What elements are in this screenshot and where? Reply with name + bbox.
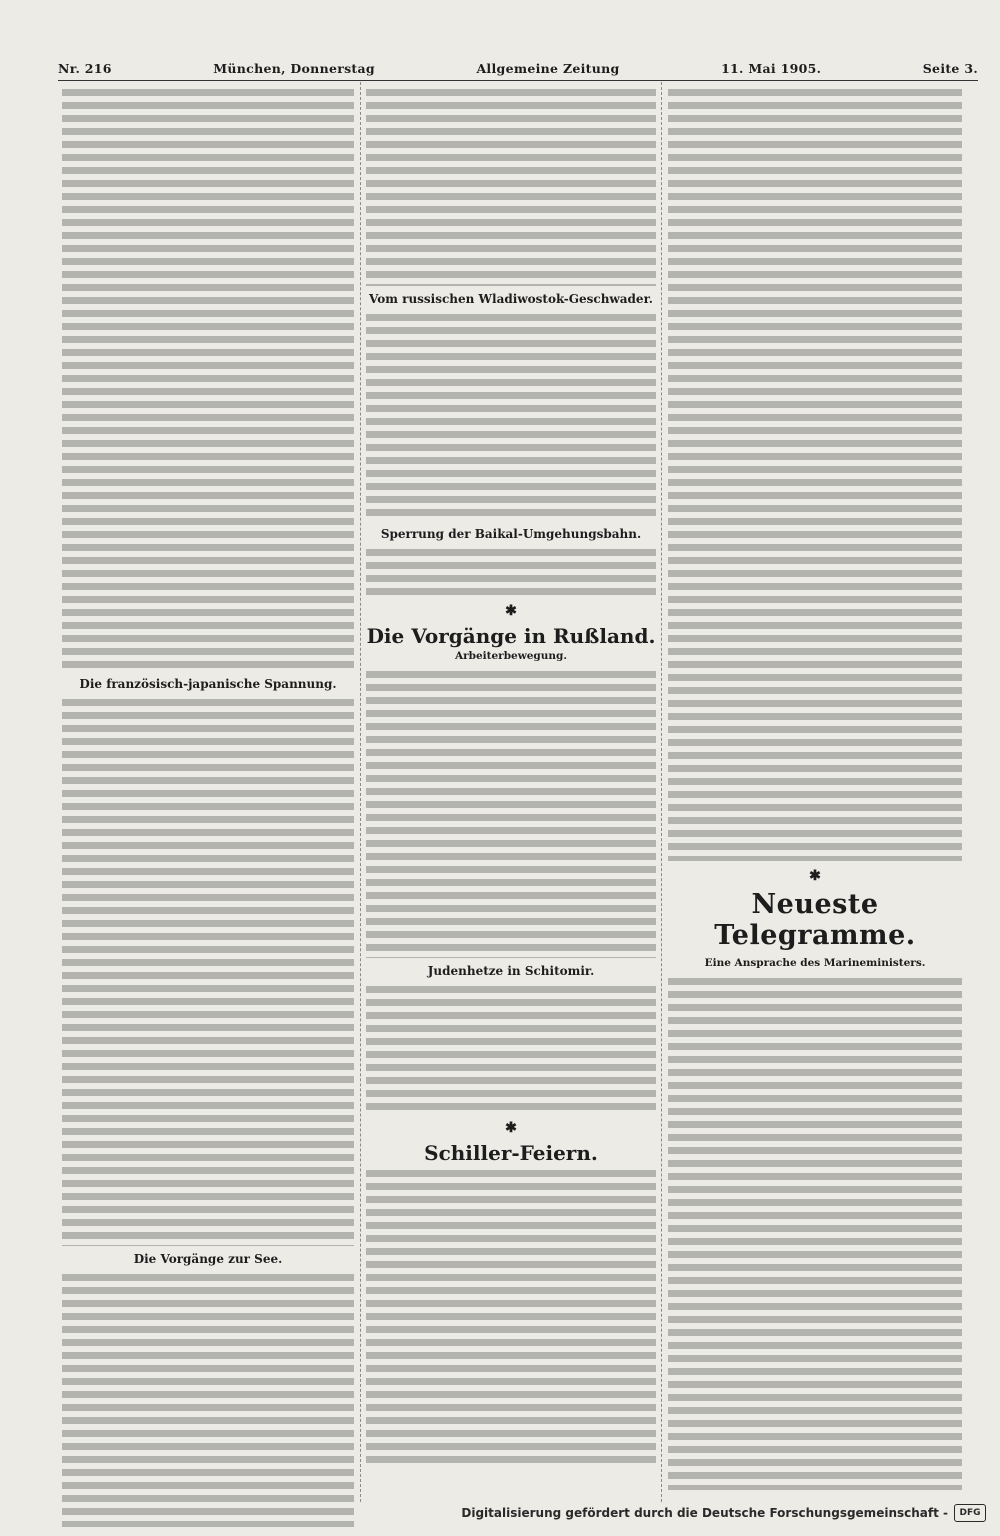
section-heading: Schiller-Feiern. (424, 1141, 598, 1165)
place-day: München, Donnerstag (213, 60, 375, 76)
column-divider (661, 82, 662, 1502)
column-1 (62, 86, 354, 1531)
article-text-placeholder (366, 668, 656, 958)
article-text-placeholder (62, 86, 354, 671)
dfg-logo-icon: DFG (954, 1504, 986, 1522)
section-heading: Die Vorgänge zur See. (133, 1252, 283, 1266)
section-heading: Sperrung der Baikal-Umgehungsbahn. (380, 527, 642, 541)
column-2 (366, 86, 656, 1471)
section-subheading: Arbeiterbewegung. (454, 650, 568, 662)
article-text-placeholder (366, 1167, 656, 1467)
page-number: Seite 3. (922, 60, 978, 76)
footer-credit-text: Digitalisierung gefördert durch die Deutsche Forschungsgemeinschaft - (461, 1506, 948, 1520)
article-text-placeholder (668, 975, 962, 1490)
article-text-placeholder (62, 1271, 354, 1527)
section-heading: Judenhetze in Schitomir. (427, 964, 595, 978)
section-subheading: Eine Ansprache des Marineministers. (704, 957, 926, 969)
separator-star: ✱ (809, 868, 821, 884)
footer-credit (461, 1504, 986, 1522)
article-text-placeholder (668, 86, 962, 861)
masthead-rule (58, 80, 978, 81)
separator-star: ✱ (505, 603, 517, 619)
article-text-placeholder (366, 311, 656, 521)
column-divider (360, 82, 361, 1502)
article-text-placeholder (366, 86, 656, 286)
section-heading: Die Vorgänge in Rußland. (366, 624, 656, 648)
issue-date: 11. Mai 1905. (721, 60, 822, 76)
article-text-placeholder (366, 983, 656, 1113)
column-3 (668, 86, 962, 1494)
issue-number: Nr. 216 (58, 60, 112, 76)
article-text-placeholder (366, 546, 656, 596)
newspaper-title: Allgemeine Zeitung (476, 60, 620, 76)
section-heading: Die französisch-japanische Spannung. (79, 677, 337, 691)
section-heading: Neueste Telegramme. (714, 889, 916, 951)
section-heading: Vom russischen Wladiwostok-Geschwader. (369, 292, 653, 306)
masthead (58, 58, 978, 78)
article-text-placeholder (62, 696, 354, 1246)
separator-star: ✱ (505, 1120, 517, 1136)
